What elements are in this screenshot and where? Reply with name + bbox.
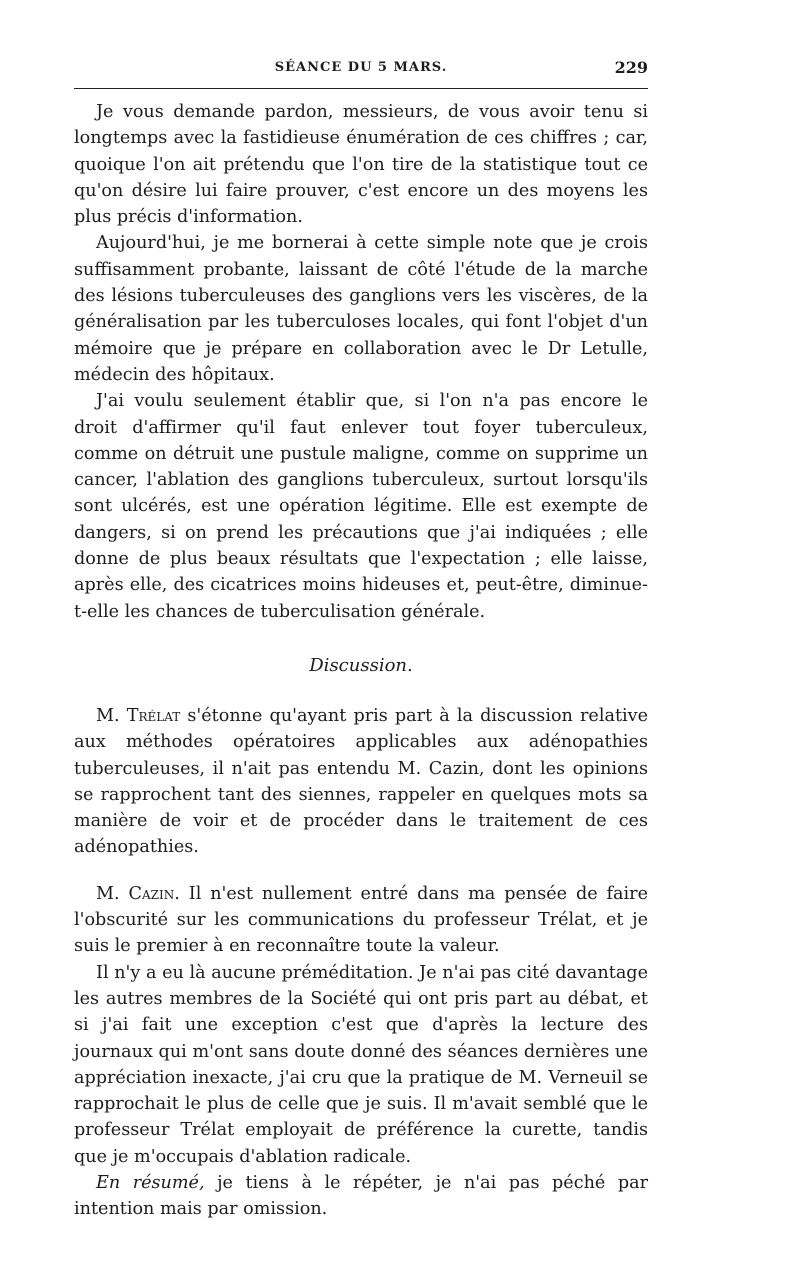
discussion-paragraph-trelat-text: s'étonne qu'ayant pris part à la discussion relative aux méthodes opératoires applicables aux adénopathies tuberculeuses, il n'ait pas entendu M. Cazin, dont les opinions se rapprochent tant des siennes, rappeler en quelques mots sa manière de voir et de procéder dans le traitement de ces adénopathies. xyxy=(74,705,648,858)
discussion-paragraph-cazin xyxy=(74,881,648,960)
speaker-cazin: M. Cazin. xyxy=(96,883,180,904)
discussion-paragraph-3: Il n'y a eu là aucune préméditation. Je n'ai pas cité davantage les autres membres de la Société qui ont pris part au débat, et si j'ai fait une exception c'est que d'après la lecture des journaux qui m'ont sans doute donné des séances dernières une appréciation inexacte, j'ai cru que la pratique de M. Verneuil se rapprochait le plus de celle que je suis. Il m'avait semblé que le professeur Trélat employait de préférence la curette, tandis que je m'occupais d'ablation radicale. xyxy=(74,962,648,1167)
body-paragraph-2: Aujourd'hui, je me bornerai à cette simple note que je crois suffisamment probante, laissant de côté l'étude de la marche des lésions tuberculeuses des ganglions vers les viscères, de la généralisation par les tuberculoses locales, qui font l'objet d'un mémoire que je prépare en collaboration avec le Dr Letulle, médecin des hôpitaux. xyxy=(74,233,648,385)
book-page xyxy=(74,52,648,1223)
discussion-paragraph-4 xyxy=(74,1170,648,1223)
page-number: 229 xyxy=(614,58,648,77)
discussion-paragraph-4-text: je tiens à le répéter, je n'ai pas péché par intention mais par omission. xyxy=(74,1172,648,1220)
running-title: SÉANCE DU 5 MARS. xyxy=(274,60,448,75)
section-title-discussion: Discussion. xyxy=(309,654,413,676)
discussion-paragraph-cazin-text: Il n'est nullement entré dans ma pensée de faire l'obscurité sur les communications du professeur Trélat, et je suis le premier à en reconnaître toute la valeur. xyxy=(74,883,648,957)
header-rule xyxy=(74,88,648,89)
en-resume-lead: En résumé, xyxy=(96,1172,205,1193)
body-paragraph-3: J'ai voulu seulement établir que, si l'on n'a pas encore le droit d'affirmer qu'il faut enlever tout foyer tuberculeux, comme on détruit une pustule maligne, comme on supprime un cancer, l'ablation des ganglions tuberculeux, surtout lorsqu'ils sont ulcérés, est une opération légitime. Elle est exempte de dangers, si on prend les précautions que j'ai indiquées ; elle donne de plus beaux résultats que l'expectation ; elle laisse, après elle, des cicatrices moins hideuses et, peut-être, diminue-t-elle les chances de tuberculisation générale. xyxy=(74,391,648,622)
discussion-paragraph-trelat xyxy=(74,703,648,861)
body-paragraph-1: Je vous demande pardon, messieurs, de vous avoir tenu si longtemps avec la fastidieuse énumération de ces chiffres ; car, quoique l'on ait prétendu que l'on tire de la statistique tout ce qu'on désire lui faire prouver, c'est encore un des moyens les plus précis d'information. xyxy=(74,102,648,228)
running-head xyxy=(74,52,648,78)
speaker-trelat: M. Trélat xyxy=(96,705,181,726)
